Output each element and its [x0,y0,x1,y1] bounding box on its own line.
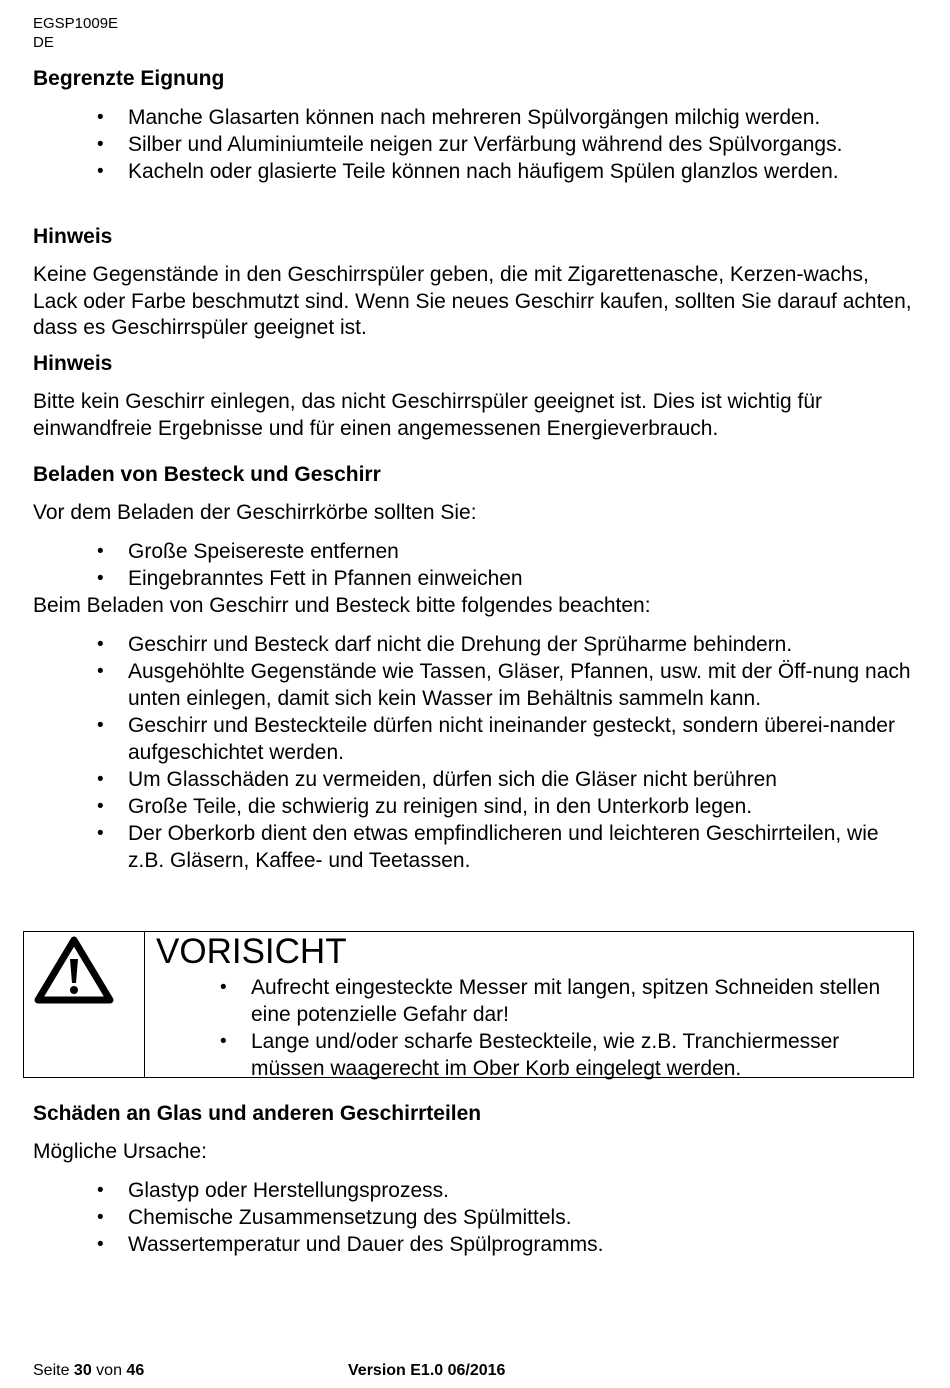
list-item: • Chemische Zusammensetzung des Spülmittels. [97,1204,917,1231]
total-pages: 46 [126,1362,145,1379]
warning-box [23,931,914,1078]
list-item: • Um Glasschäden zu vermeiden, dürfen sich die Gläser nicht berühren [97,766,917,793]
warning-title: VORISICHT [156,932,347,971]
heading-begrenzte-eignung: Begrenzte Eignung [33,67,225,90]
heading-hinweis-2: Hinweis [33,352,113,375]
list-item: • Geschirr und Besteck darf nicht die Drehung der Sprüharme behindern. [97,631,917,658]
paragraph-beladen-intro-1: Vor dem Beladen der Geschirrkörbe sollten Sie: [33,501,477,524]
document-header [33,14,118,52]
current-page: 30 [73,1362,92,1379]
list-item: • Wassertemperatur und Dauer des Spülprogramms. [97,1231,917,1258]
page-of-label: von [96,1362,122,1379]
list-item: • Manche Glasarten können nach mehreren Spülvorgängen milchig werden. [97,104,917,131]
warning-list [220,974,910,1082]
list-item: • Der Oberkorb dient den etwas empfindlicheren und leichteren Geschirrteilen, wie z.B. Gläsern, Kaffee- und Teetassen. [97,820,917,874]
paragraph-hinweis-1: Keine Gegenstände in den Geschirrspüler geben, die mit Zigarettenasche, Kerzen-wachs, Lack oder Farbe beschmutzt sind. Wenn Sie neues Geschirr kaufen, sollten Sie darauf achten, dass es Geschirrspüler geeignet ist. [33,263,912,339]
paragraph-beladen-intro-2: Beim Beladen von Geschirr und Besteck bitte folgendes beachten: [33,594,651,617]
list-item: • Aufrecht eingesteckte Messer mit langen, spitzen Schneiden stellen eine potenzielle Gefahr dar! [220,974,910,1028]
list-item: • Ausgehöhlte Gegenstände wie Tassen, Gläser, Pfannen, usw. mit der Öff-nung nach unten einlegen, damit sich kein Wasser im Behältnis sammeln kann. [97,658,917,712]
page-label: Seite [33,1362,70,1379]
list-beladen-vorbereitung [97,538,917,592]
paragraph-schaeden-intro: Mögliche Ursache: [33,1140,207,1163]
list-item: • Eingebranntes Fett in Pfannen einweichen [97,565,917,592]
heading-schaeden: Schäden an Glas und anderen Geschirrteilen [33,1102,482,1125]
model-number: EGSP1009E [33,15,119,32]
list-item: • Kacheln oder glasierte Teile können nach häufigem Spülen glanzlos werden. [97,158,917,185]
list-item: • Große Speisereste entfernen [97,538,917,565]
warning-triangle-icon [34,935,114,1005]
list-item: • Glastyp oder Herstellungsprozess. [97,1177,917,1204]
version-info: Version E1.0 06/2016 [348,1362,506,1379]
list-beladen-hinweise [97,631,917,874]
language-code: DE [33,34,54,51]
list-item: • Große Teile, die schwierig zu reinigen sind, in den Unterkorb legen. [97,793,917,820]
paragraph-hinweis-2: Bitte kein Geschirr einlegen, das nicht Geschirrspüler geeignet ist. Dies ist wichtig für einwandfreie Ergebnisse und für einen angemessenen Energieverbrauch. [33,390,823,440]
heading-hinweis-1: Hinweis [33,225,113,248]
list-item: • Lange und/oder scharfe Besteckteile, wie z.B. Tranchiermesser müssen waagerecht im Ober Korb eingelegt werden. [220,1028,910,1082]
list-schaeden-ursachen [97,1177,917,1258]
page-number [33,1361,144,1381]
warning-icon-cell [24,932,145,1077]
list-begrenzte-eignung [97,104,917,185]
heading-beladen: Beladen von Besteck und Geschirr [33,463,381,486]
list-item: • Silber und Aluminiumteile neigen zur Verfärbung während des Spülvorgangs. [97,131,917,158]
list-item: • Geschirr und Besteckteile dürfen nicht ineinander gesteckt, sondern überei-nander aufgeschichtet werden. [97,712,917,766]
